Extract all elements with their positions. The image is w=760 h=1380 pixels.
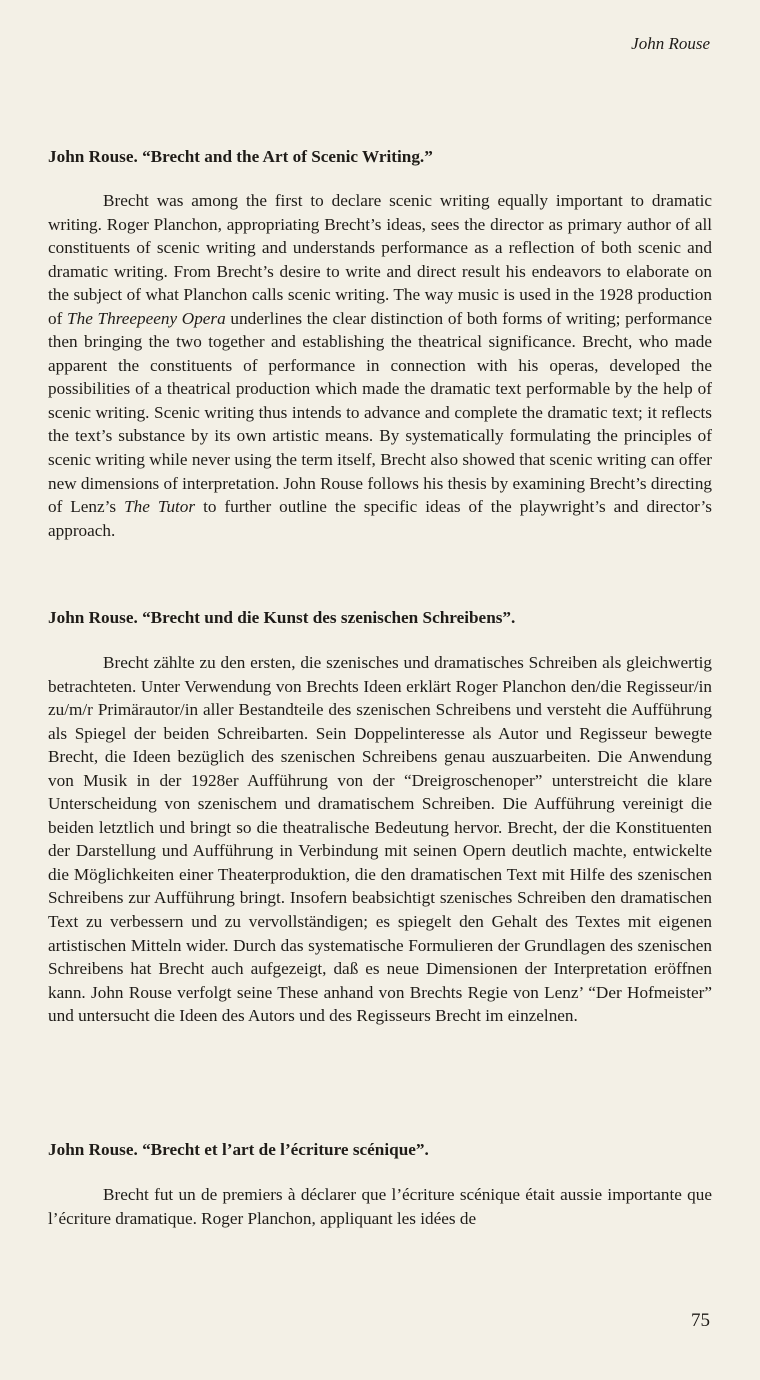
section-title-english: John Rouse. “Brecht and the Art of Scenic Writing.”: [48, 147, 433, 166]
title-the-tutor: The Tutor: [124, 497, 196, 517]
paragraph-english-part-3: to further outline the specific ideas of the playwright’s and director’s approach.: [48, 497, 712, 540]
paragraph-english-part-1: Brecht was among the first to declare scenic writing equally important to dramatic writing. Roger Planchon, appropriating Brecht’s ideas, sees the director as primary author of all constituents of scenic writing and understands performance as a reflection of both scenic and dramatic writing. From Brecht’s desire to write and direct result his endeavors to elaborate on the subject of what Planchon calls scenic writing. The way music is used in the 1928 production of: [48, 191, 712, 328]
title-threepenny-opera: The Threepeeny Opera: [67, 308, 226, 328]
paragraph-german: Brecht zählte zu den ersten, die szenisches und dramatisches Schreiben als gleichwertig betrachteten. Unter Verwendung von Brechts Ideen erklärt Roger Planchon den/die Regisseur/in zu/m/r Primärautor/in aller Bestandteile des szenischen Schreibens und versteht die Aufführung als Spiegel der beiden Schreibarten. Sein Doppelinteresse als Autor und Regisseur bewegte Brecht, die Ideen bezüglich des szenischen Schreibens genau auszuarbeiten. Die Anwendung von Musik in der 1928er Aufführung von der “Dreigroschenoper” unterstreicht die klare Unterscheidung von szenischem und dramatischem Schreiben. Die Aufführung vereinigt die beiden letztlich und bringt so die theatralische Bedeutung hervor. Brecht, der die Konstituenten der Darstellung und Aufführung in Verbindung mit seinen Opern deutlich machte, entwickelte die Möglichkeiten einer Theaterproduktion, die den dramatischen Text mit Hilfe des szenischen Schreibens zur Aufführung bringt. Insofern beabsichtigt szenisches Schreiben den dramatischen Text zu verbessern und zu vervollständigen; es spiegelt den Gehalt des Textes mit eigenen artistischen Mitteln wider. Durch das systematische Formulieren der Grundlagen des szenischen Schreibens hat Brecht auch aufgezeigt, daß es neue Dimensionen der Interpretation eröffnen kann. John Rouse verfolgt seine These anhand von Brechts Regie von Lenz’ “Der Hofmeister” und untersucht die Ideen des Autors und des Regisseurs Brecht im einzelnen.: [48, 653, 712, 1026]
paragraph-english: [48, 189, 712, 542]
paragraph-english-part-2: underlines the clear distinction of both forms of writing; performance then bringing the two together and establishing the theatrical significance. Brecht, who made apparent the constituents of performance in connection with his operas, developed the possibilities of a theatrical production which made the dramatic text performable by the help of scenic writing. Scenic writing thus intends to advance and complete the dramatic text; it reflects the text’s substance by its own artistic means. By systematically formulating the principles of scenic writing while never using the term itself, Brecht also showed that scenic writing can offer new dimensions of interpretation. John Rouse follows his thesis by examining Brecht’s directing of Lenz’s: [48, 308, 713, 517]
paragraph-french: Brecht fut un de premiers à déclarer que l’écriture scénique était aussie importante que l’écriture dramatique. Roger Planchon, appliquant les idées de: [48, 1185, 712, 1228]
section-title-french: John Rouse. “Brecht et l’art de l’écriture scénique”.: [48, 1140, 429, 1159]
page-number: 75: [691, 1310, 710, 1331]
section-title-german: John Rouse. “Brecht und die Kunst des szenischen Schreibens”.: [48, 608, 516, 627]
running-head: John Rouse: [631, 34, 710, 53]
